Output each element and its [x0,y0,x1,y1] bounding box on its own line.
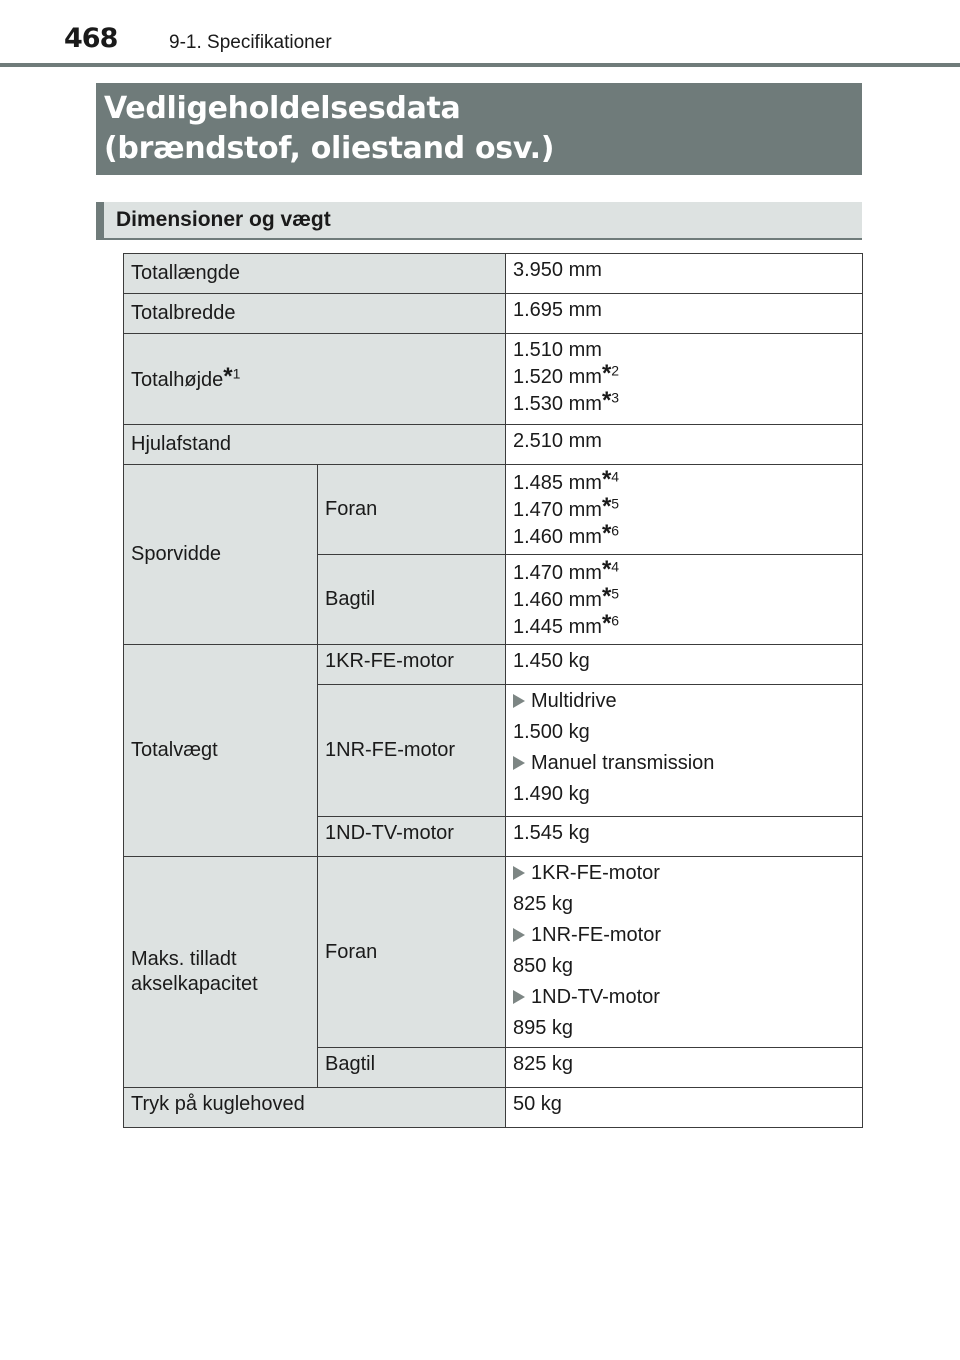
label-text: Totalhøjde [131,368,224,391]
value-line: 1.485 mm*$^4$ [513,466,620,494]
triangle-right-icon [513,756,525,770]
section-heading-text: Dimensioner og vægt [116,208,331,231]
triangle-right-icon [513,928,525,942]
footnote-marker: * [601,387,612,414]
variant-line: Manuel transmission [513,751,855,776]
row-value: 2.510 mm [506,425,863,465]
table-row [124,645,863,685]
value-line: 1.470 mm*$^5$ [513,493,620,521]
page-header [0,0,960,68]
footnote-marker: * [601,556,612,583]
value-line: 1.530 mm*$^3$ [513,387,620,415]
row-label: Totallængde [124,254,506,294]
row-value: 3.950 mm [506,254,863,294]
row-value: 50 kg [506,1088,863,1128]
sub-label: Bagtil [318,1048,506,1088]
triangle-right-icon [513,694,525,708]
variant-line: 1ND-TV-motor [513,985,855,1010]
row-value: 1.695 mm [506,294,863,334]
row-label: Tryk på kuglehoved [124,1088,506,1128]
value-line: 1.510 mm [513,339,602,361]
variant-line: 1KR-FE-motor [513,861,855,886]
value-line: 850 kg [513,955,574,977]
row-value [506,555,863,645]
triangle-right-icon [513,866,525,880]
main-title-line1: Vedligeholdelsesdata [104,91,461,126]
value-line: 1.445 mm*$^6$ [513,610,620,638]
table-row [124,857,863,1048]
footnote-marker: * [601,583,612,610]
row-label: Hjulafstand [124,425,506,465]
sub-label: 1NR-FE-motor [318,685,506,817]
value-line: 1.500 kg [513,721,590,743]
row-value [506,685,863,817]
row-label: Maks. tilladt akselkapacitet [124,857,318,1088]
variant-line: Multidrive [513,689,855,714]
chapter-title: 9-1. Specifikationer [169,32,332,53]
variant-line: 1NR-FE-motor [513,923,855,948]
sub-label: Bagtil [318,555,506,645]
value-line: 1.470 mm*$^4$ [513,556,620,584]
table-row [124,465,863,555]
footnote-number: 1 [232,364,241,381]
footnote-marker: * [601,360,612,387]
value-line: 1.460 mm*$^6$ [513,520,620,548]
row-label: Sporvidde [124,465,318,645]
row-value [506,857,863,1048]
footnote-marker: * [601,493,612,520]
row-value: 1.450 kg [506,645,863,685]
value-line: 1.520 mm*$^2$ [513,360,620,388]
table-row [124,294,863,334]
header-rule [0,63,960,67]
row-value: 1.545 kg [506,817,863,857]
triangle-right-icon [513,990,525,1004]
table-row [124,334,863,425]
spec-table [123,253,863,1128]
footnote-marker: * [223,362,233,390]
sub-label: 1KR-FE-motor [318,645,506,685]
row-label: Totalbredde [124,294,506,334]
sub-label: Foran [318,857,506,1048]
table-row [124,1088,863,1128]
row-value [506,334,863,425]
main-title-line2: (brændstof, oliestand osv.) [104,131,555,166]
row-value [506,465,863,555]
row-label: Totalvægt [124,645,318,857]
row-value: 825 kg [506,1048,863,1088]
value-line: 825 kg [513,893,574,915]
table-row [124,254,863,294]
value-line: 1.490 kg [513,783,590,805]
footnote-marker: * [601,610,612,637]
table-row [124,425,863,465]
footnote-marker: * [601,466,612,493]
page-number: 468 [64,23,118,54]
row-label [124,334,506,425]
value-line: 895 kg [513,1017,574,1039]
sub-label: Foran [318,465,506,555]
sub-label: 1ND-TV-motor [318,817,506,857]
main-title [96,83,862,175]
section-heading [96,202,862,240]
footnote-marker: * [601,520,612,547]
value-line: 1.460 mm*$^5$ [513,583,620,611]
